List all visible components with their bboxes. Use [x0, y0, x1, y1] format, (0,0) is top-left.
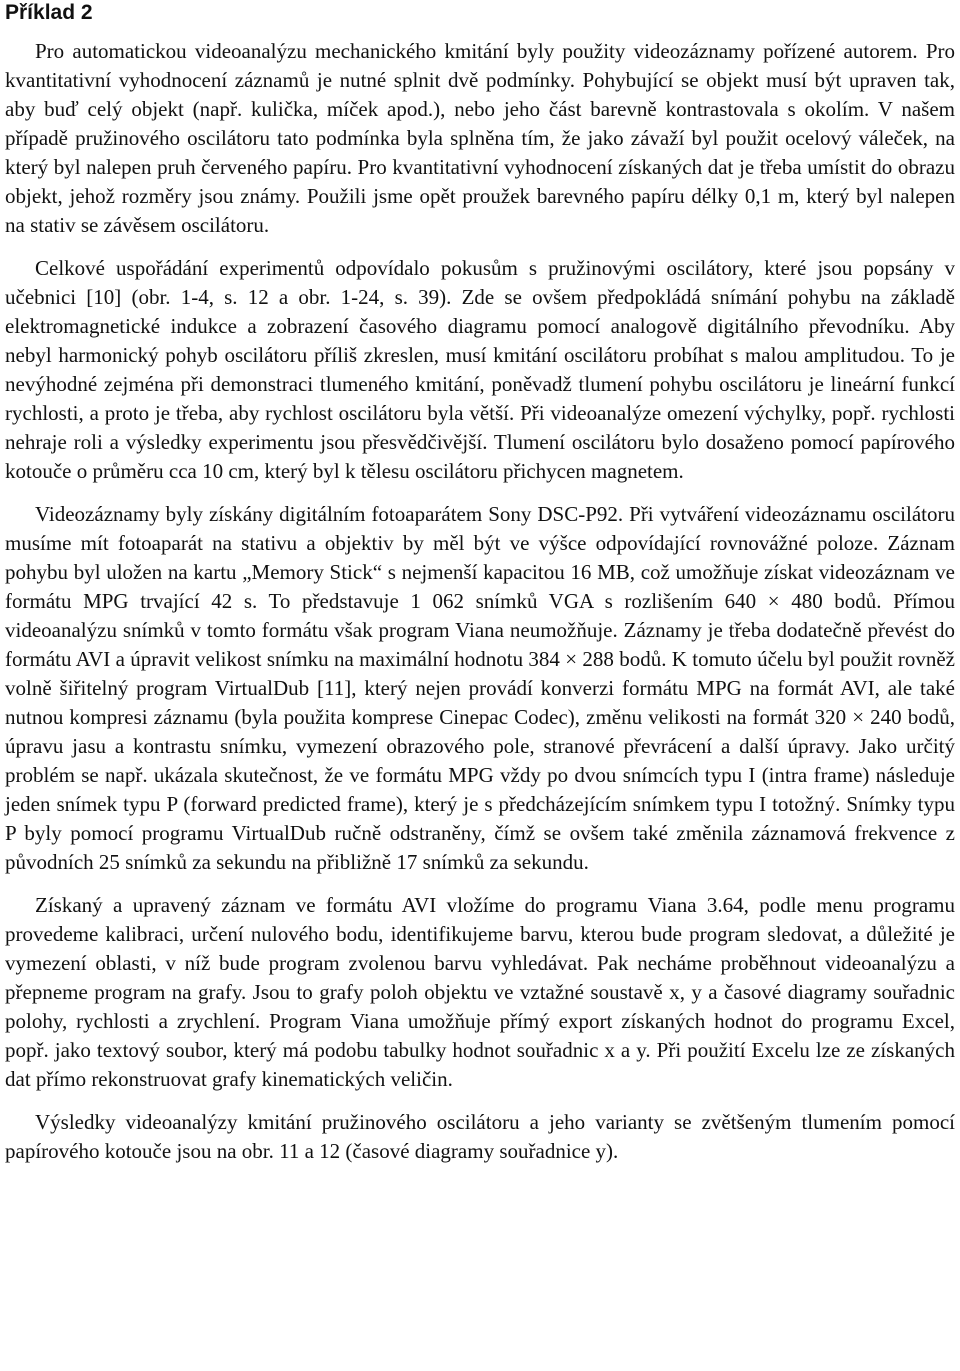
section-heading: Příklad 2 — [5, 1, 93, 24]
paragraph-2: Celkové uspořádání experimentů odpovídalo pokusům s pružinovými oscilátory, které jsou popsány v učebnici [10] (obr. 1-4, s. 12 a obr. 1-24, s. 39). Zde se ovšem předpokládá snímání pohybu na základě elektromagnetické indukce a zobrazení časového diagramu pomocí analogově digitálního převodníku. Aby nebyl harmonický pohyb oscilátoru příliš zkreslen, musí kmitání oscilátoru probíhat s malou amplitudou. To je nevýhodné zejména při demonstraci tlumeného kmitání, poněvadž tlumení pohybu oscilátoru je lineární funkcí rychlosti, a proto je třeba, aby rychlost oscilátoru byla větší. Při videoanalýze omezení výchylky, popř. rychlosti nehraje roli a výsledky experimentu jsou přesvědčivější. Tlumení oscilátoru bylo dosaženo pomocí papírového kotouče o průměru cca 10 cm, který byl k tělesu oscilátoru přichycen magnetem. — [5, 256, 955, 483]
document-page — [5, 0, 955, 1371]
paragraph-1: Pro automatickou videoanalýzu mechanického kmitání byly použity videozáznamy pořízené autorem. Pro kvantitativní vyhodnocení záznamů je nutné splnit dvě podmínky. Pohybující se objekt musí být upraven tak, aby buď celý objekt (např. kulička, míček apod.), nebo jeho část barevně kontrastovala s okolím. V našem případě pružinového oscilátoru tato podmínka byla splněna tím, že jako závaží byl použit ocelový váleček, na který byl nalepen pruh červeného papíru. Pro kvantitativní vyhodnocení získaných dat je třeba umístit do obrazu objekt, jehož rozměry jsou známy. Použili jsme opět proužek barevného papíru délky 0,1 m, který byl nalepen na stativ se závěsem oscilátoru. — [5, 39, 955, 237]
paragraph-4: Získaný a upravený záznam ve formátu AVI vložíme do programu Viana 3.64, podle menu programu provedeme kalibraci, určení nulového bodu, identifikujeme barvu, kterou bude program sledovat, a důležité je vymezení oblasti, v níž bude program zvolenou barvu vyhledávat. Pak necháme proběhnout videoanalýzu a přepneme program na grafy. Jsou to grafy poloh objektu ve vztažné soustavě x, y a časové diagramy souřadnic polohy, rychlosti a zrychlení. Program Viana umožňuje přímý export získaných hodnot do programu Excel, popř. jako textový soubor, který má podobu tabulky hodnot souřadnic x a y. Při použití Excelu lze ze získaných dat přímo rekonstruovat grafy kinematických veličin. — [5, 893, 955, 1091]
paragraph-3: Videozáznamy byly získány digitálním fotoaparátem Sony DSC-P92. Při vytváření videozáznamu oscilátoru musíme mít fotoaparát na stativu a objektiv by měl být ve výšce odpovídající rovnovážné poloze. Záznam pohybu byl uložen na kartu „Memory Stick“ s nejmenší kapacitou 16 MB, což umožňuje získat videozáznam ve formátu MPG trvající 42 s. To představuje 1 062 snímků VGA s rozlišením 640 × 480 bodů. Přímou videoanalýzu snímků v tomto formátu však program Viana neumožňuje. Záznamy je třeba dodatečně převést do formátu AVI a úpravit velikost snímku na maximální hodnotu 384 × 288 bodů. K tomuto účelu byl použit rovněž volně šiřitelný program VirtualDub [11], který nejen provádí konverzi formátu MPG na formát AVI, ale také nutnou kompresi záznamu (byla použita komprese Cinepac Codec), změnu velikosti na formát 320 × 240 bodů, úpravu jasu a kontrastu snímku, vymezení obrazového pole, stranové převrácení a další úpravy. Jako určitý problém se např. ukázala skutečnost, že ve formátu MPG vždy po dvou snímcích typu I (intra frame) následuje jeden snímek typu P (forward predicted frame), který je s předcházejícím snímkem typu I totožný. Snímky typu P byly pomocí programu VirtualDub ručně odstraněny, čímž se ovšem také změnila záznamová frekvence z původních 25 snímků za sekundu na přibližně 17 snímků za sekundu. — [5, 502, 955, 874]
paragraph-5: Výsledky videoanalýzy kmitání pružinového oscilátoru a jeho varianty se zvětšeným tlumením pomocí papírového kotouče jsou na obr. 11 a 12 (časové diagramy souřadnice y). — [5, 1110, 955, 1163]
